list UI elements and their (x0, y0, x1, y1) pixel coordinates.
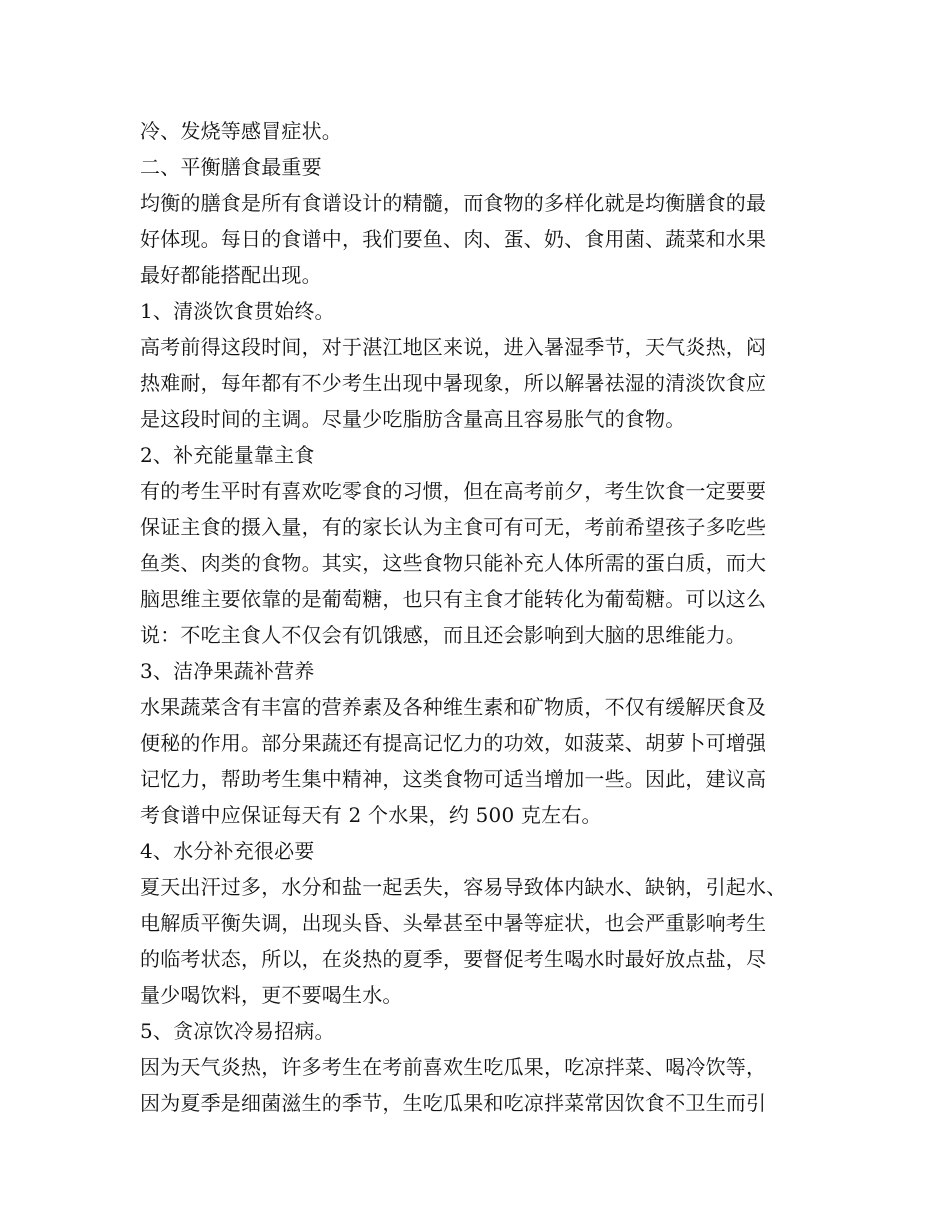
text-line: 冷、发烧等感冒症状。 (140, 119, 342, 143)
text-line: 说：不吃主食人不仅会有饥饿感，而且还会影响到大脑的思维能力。 (140, 623, 746, 647)
text-line: 鱼类、肉类的食物。其实，这些食物只能补充人体所需的蛋白质，而大 (140, 551, 767, 575)
subsection-heading: 5、贪凉饮冷易招病。 (140, 1019, 335, 1043)
text-line: 好体现。每日的食谱中，我们要鱼、肉、蛋、奶、食用菌、蔬菜和水果 (140, 227, 767, 251)
text-line: 考食谱中应保证每天有 2 个水果，约 500 克左右。 (140, 803, 602, 827)
section-heading: 二、平衡膳食最重要 (140, 155, 322, 179)
text-line: 量少喝饮料，更不要喝生水。 (140, 983, 403, 1007)
text-line: 因为天气炎热，许多考生在考前喜欢生吃瓜果，吃凉拌菜、喝冷饮等， (140, 1055, 767, 1079)
subsection-heading: 4、水分补充很必要 (140, 839, 315, 863)
document-page (140, 113, 830, 1121)
text-line: 水果蔬菜含有丰富的营养素及各种维生素和矿物质，不仅有缓解厌食及 (140, 695, 767, 719)
text-line: 记忆力，帮助考生集中精神，这类食物可适当增加一些。因此，建议高 (140, 767, 767, 791)
text-line: 夏天出汗过多，水分和盐一起丢失，容易导致体内缺水、缺钠，引起水、 (140, 875, 787, 899)
subsection-heading: 2、补充能量靠主食 (140, 443, 315, 467)
text-line: 因为夏季是细菌滋生的季节，生吃瓜果和吃凉拌菜常因饮食不卫生而引 (140, 1091, 767, 1115)
text-line: 有的考生平时有喜欢吃零食的习惯，但在高考前夕，考生饮食一定要要 (140, 479, 767, 503)
text-line: 脑思维主要依靠的是葡萄糖，也只有主食才能转化为葡萄糖。可以这么 (140, 587, 767, 611)
text-line: 热难耐，每年都有不少考生出现中暑现象，所以解暑祛湿的清淡饮食应 (140, 371, 767, 395)
text-line: 最好都能搭配出现。 (140, 263, 322, 287)
subsection-heading: 1、清淡饮食贯始终。 (140, 299, 335, 323)
text-line: 的临考状态，所以，在炎热的夏季，要督促考生喝水时最好放点盐，尽 (140, 947, 767, 971)
text-line: 便秘的作用。部分果蔬还有提高记忆力的功效，如菠菜、胡萝卜可增强 (140, 731, 767, 755)
text-line: 保证主食的摄入量，有的家长认为主食可有可无，考前希望孩子多吃些 (140, 515, 767, 539)
text-line: 电解质平衡失调，出现头昏、头晕甚至中暑等症状，也会严重影响考生 (140, 911, 767, 935)
text-line: 是这段时间的主调。尽量少吃脂肪含量高且容易胀气的食物。 (140, 407, 686, 431)
text-line: 高考前得这段时间，对于湛江地区来说，进入暑湿季节，天气炎热，闷 (140, 335, 767, 359)
text-line: 均衡的膳食是所有食谱设计的精髓，而食物的多样化就是均衡膳食的最 (140, 191, 767, 215)
subsection-heading: 3、洁净果蔬补营养 (140, 659, 315, 683)
